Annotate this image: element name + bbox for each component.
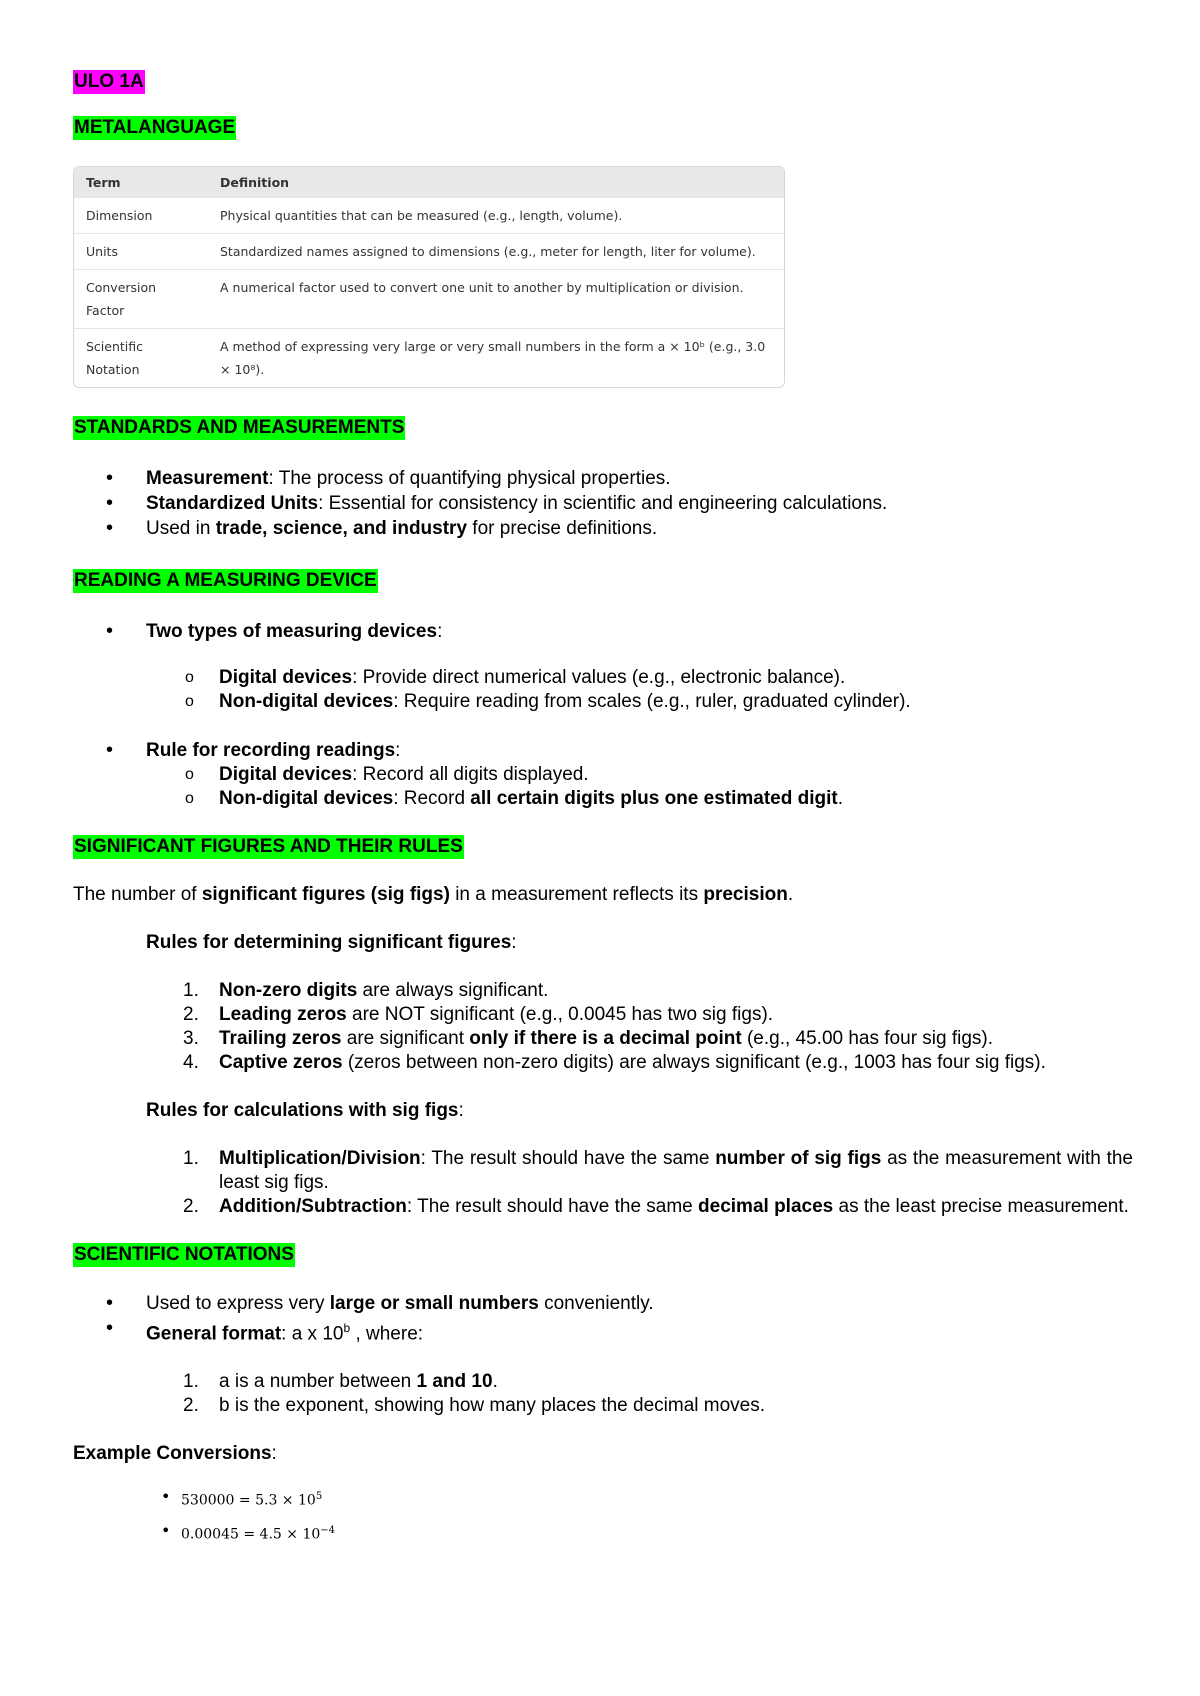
reading-heading: READING A MEASURING DEVICE (74, 570, 377, 591)
table-cell-term: Units (74, 233, 208, 269)
table-cell-definition: Physical quantities that can be measured (e.g., length, volume). (208, 197, 784, 233)
table-cell-term: Conversion Factor (74, 269, 208, 328)
scinot-heading: SCIENTIFIC NOTATIONS (74, 1244, 294, 1265)
list-item: • Two types of measuring devices: (73, 619, 1133, 644)
table-cell-definition: Standardized names assigned to dimensions (e.g., meter for length, liter for volume). (208, 233, 784, 269)
determine-rules-list (73, 979, 1133, 1075)
determine-rules-label: Rules for determining significant figures: (146, 932, 517, 953)
sigfigs-intro: The number of significant figures (sig figs) in a measurement reflects its precision. (73, 884, 794, 905)
list-item: 2. Leading zeros are NOT significant (e.g., 0.0045 has two sig figs). (183, 1004, 774, 1025)
table-row (74, 328, 784, 387)
list-item: 1. Non-zero digits are always significant. (183, 980, 549, 1001)
format-parts-list (73, 1370, 1133, 1418)
list-item: o Non-digital devices: Require reading from scales (e.g., ruler, graduated cylinder). (73, 690, 1133, 714)
table-cell-definition: A method of expressing very large or very small numbers in the form a × 10ᵇ (e.g., 3.0 × 10⁸). (208, 328, 784, 387)
list-item: o Digital devices: Record all digits displayed. (73, 763, 1133, 787)
table-header-definition: Definition (208, 167, 784, 197)
document-page (73, 70, 1133, 1550)
list-item: o Digital devices: Provide direct numerical values (e.g., electronic balance). (73, 666, 1133, 690)
table-cell-term: Scientific Notation (74, 328, 208, 387)
list-item: • $0.00045 = 4.5 \times 10^{-4}$ (73, 1516, 1133, 1550)
reading-rules-sublist (73, 763, 1133, 811)
device-types-sublist (73, 666, 1133, 714)
list-item: 2. Addition/Subtraction: The result should have the same decimal places as the least precise measurement. (183, 1196, 1129, 1217)
standards-heading: STANDARDS AND MEASUREMENTS (74, 417, 405, 438)
list-item: • Standardized Units: Essential for consistency in scientific and engineering calculations. (73, 491, 1133, 516)
examples-list (73, 1482, 1133, 1549)
list-item: • General format: a x 10$^b$ , where: (73, 1316, 1133, 1346)
reading-rules-list (73, 738, 1133, 763)
ulo-title: ULO 1A (74, 71, 144, 92)
sigfigs-heading: SIGNIFICANT FIGURES AND THEIR RULES (74, 836, 463, 857)
metalanguage-heading: METALANGUAGE (74, 117, 236, 138)
calc-rules-label: Rules for calculations with sig figs: (146, 1100, 464, 1121)
list-item: • Rule for recording readings: (73, 738, 1133, 763)
table-header-row (74, 167, 784, 197)
reading-types-list (73, 619, 1133, 644)
table-row (74, 269, 784, 328)
list-item: 1. a is a number between 1 and 10. (183, 1371, 498, 1393)
table-row (74, 233, 784, 269)
list-item: 4. Captive zeros (zeros between non-zero digits) are always significant (e.g., 1003 has four sig figs). (183, 1052, 1046, 1073)
table-cell-term: Dimension (74, 197, 208, 233)
table-row (74, 197, 784, 233)
list-item: • Measurement: The process of quantifying physical properties. (73, 466, 1133, 491)
list-item: • $530000 = 5.3 \times 10^5$ (73, 1482, 1133, 1516)
list-item: • Used to express very large or small numbers conveniently. (73, 1291, 1133, 1316)
scinot-list (73, 1291, 1133, 1346)
standards-list (73, 466, 1133, 541)
list-item: 1. Multiplication/Division: The result should have the same number of sig figs as the measurement with the least sig figs. (183, 1148, 1133, 1193)
list-item: • Used in trade, science, and industry for precise definitions. (73, 516, 1133, 541)
calc-rules-list (73, 1147, 1133, 1219)
table-header-term: Term (74, 167, 208, 197)
list-item: o Non-digital devices: Record all certain digits plus one estimated digit. (73, 787, 1133, 811)
list-item: 2. b is the exponent, showing how many places the decimal moves. (183, 1395, 766, 1417)
metalanguage-table (73, 166, 785, 388)
examples-label: Example Conversions: (73, 1443, 277, 1465)
table-cell-definition: A numerical factor used to convert one unit to another by multiplication or division. (208, 269, 784, 328)
list-item: 3. Trailing zeros are significant only if there is a decimal point (e.g., 45.00 has four sig figs). (183, 1028, 994, 1049)
